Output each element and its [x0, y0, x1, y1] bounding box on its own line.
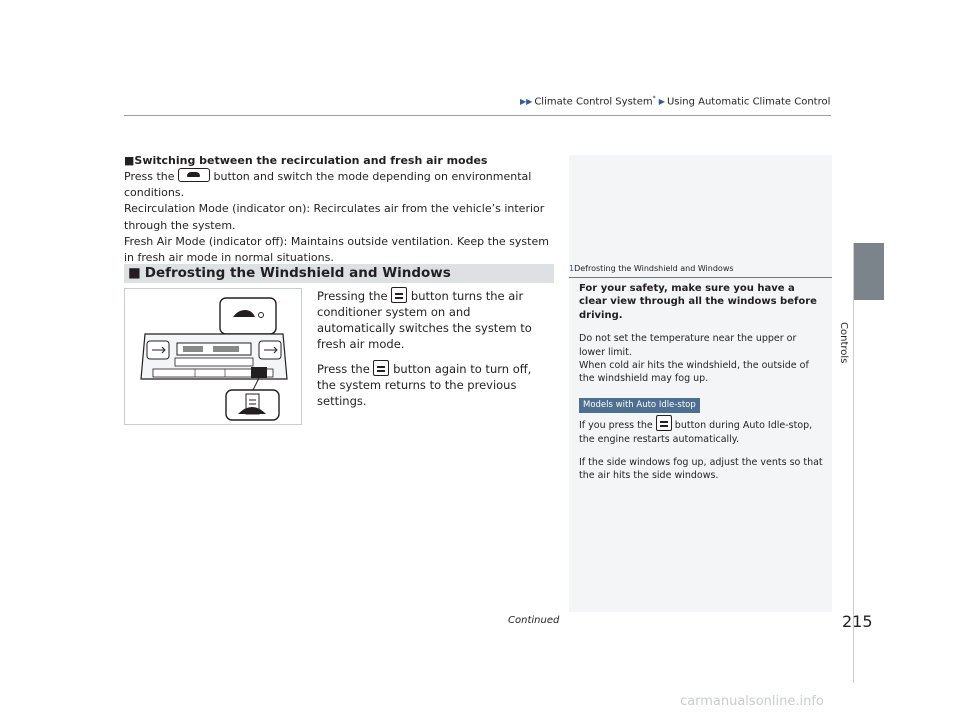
defrost-p2-before: Press the	[317, 362, 370, 376]
sidebar-heading-text: Defrosting the Windshield and Windows	[574, 264, 734, 273]
sidebar-body	[579, 282, 825, 493]
subsection-body	[124, 168, 554, 266]
heading-marker: ■	[124, 154, 135, 167]
subsection-heading-text: Switching between the recirculation and fresh air modes	[134, 154, 488, 167]
recirc-text-after: button and switch the mode depending on environmental conditions.	[124, 170, 532, 200]
note-1: Do not set the temperature near the upper or lower limit.	[579, 333, 797, 358]
section-title	[128, 264, 451, 283]
defrost-paragraph-2	[317, 360, 549, 409]
climate-panel-drawing	[125, 289, 301, 424]
chapter-tab-label: Controls	[838, 322, 849, 364]
recirc-text-before: Press the	[124, 170, 175, 183]
chapter-tab[interactable]	[853, 243, 884, 300]
model-badge: Models with Auto Idle-stop	[579, 398, 700, 413]
continued-label: Continued	[508, 615, 560, 626]
note-3-before: If you press the	[579, 420, 653, 432]
front-defrost-button-icon	[373, 360, 389, 376]
section-marker: ■	[128, 265, 141, 281]
temperature-note	[579, 332, 825, 359]
defrost-p1-before: Pressing the	[317, 289, 388, 303]
reference-marker: 1	[569, 264, 575, 273]
defrost-description	[317, 287, 549, 417]
header-divider	[124, 115, 831, 116]
defrost-p1-after: button turns the air conditioner system on and automatically switches the system to fresh air mode.	[317, 289, 532, 351]
breadcrumb-part2[interactable]: Using Automatic Climate Control	[666, 96, 831, 108]
idle-stop-note	[579, 415, 825, 446]
watermark: carmanualsonline.info	[680, 694, 824, 709]
side-window-note: If the side windows fog up, adjust the vents so that the air hits the side windows.	[579, 457, 823, 482]
sidebar-top-panel	[569, 155, 832, 264]
double-arrow-icon: ▶▶	[520, 97, 533, 107]
note-2: When cold air hits the windshield, the outside of the windshield may fog up.	[579, 360, 809, 385]
breadcrumb-asterisk: *	[652, 95, 656, 102]
recirc-mode-text: Recirculation Mode (indicator on): Recirculates air from the vehicle’s interior through the system.	[124, 202, 545, 232]
breadcrumb-part1[interactable]: Climate Control System	[534, 96, 653, 108]
section-title-text: Defrosting the Windshield and Windows	[144, 265, 451, 281]
arrow-icon: ▶	[658, 97, 665, 107]
page-number: 215	[842, 612, 873, 631]
defrost-p2-after: button again to turn off, the system returns to the previous settings.	[317, 362, 532, 408]
front-defrost-button-icon	[391, 287, 407, 303]
sidebar-heading	[569, 264, 832, 278]
recirc-instruction	[124, 168, 554, 201]
safety-note: For your safety, make sure you have a clear view through all the windows before driving.	[579, 283, 817, 321]
recirculation-button-icon	[178, 168, 210, 182]
climate-panel-illustration	[124, 288, 302, 425]
breadcrumb	[520, 95, 830, 107]
note-3-after: button during Auto Idle-stop, the engine restarts automatically.	[579, 420, 813, 445]
subsection-heading	[124, 153, 554, 169]
defrost-paragraph-1	[317, 287, 549, 352]
fog-note	[579, 359, 825, 386]
fresh-mode-text: Fresh Air Mode (indicator off): Maintains outside ventilation. Keep the system in fresh air mode in normal situations.	[124, 234, 549, 265]
front-defrost-button-icon	[656, 415, 672, 431]
